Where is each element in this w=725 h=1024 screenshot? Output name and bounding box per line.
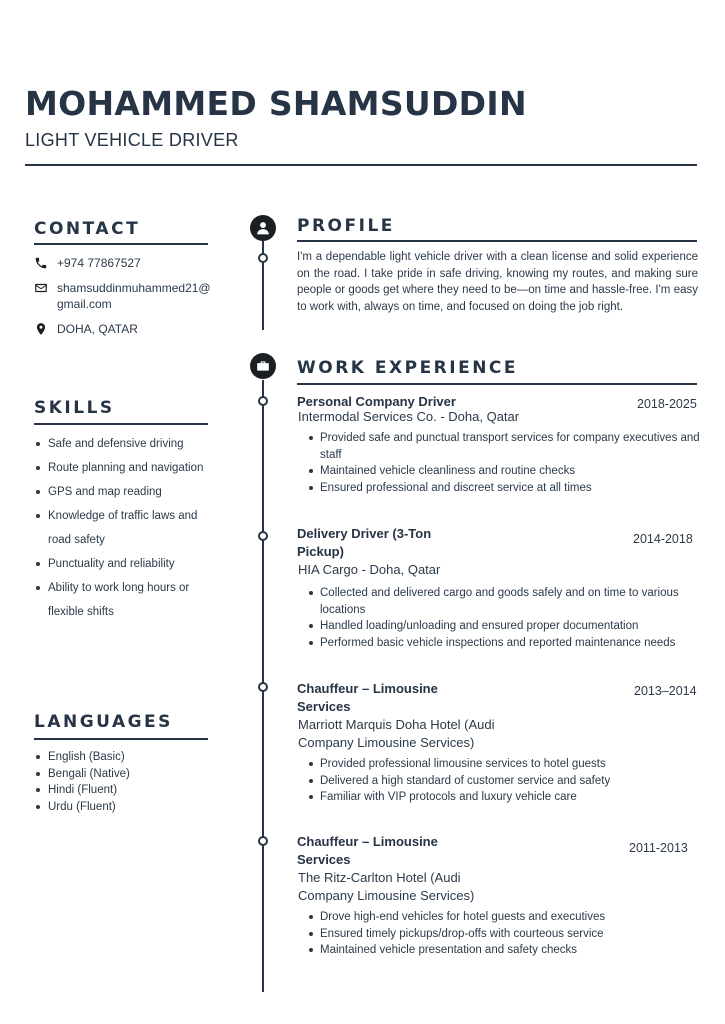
profile-marker [250, 215, 276, 241]
header-divider [25, 164, 697, 166]
location-text: DOHA, QATAR [57, 322, 138, 336]
briefcase-icon [256, 359, 270, 373]
languages-heading: LANGUAGES [34, 712, 173, 732]
phone-icon [34, 256, 48, 270]
job-bullet: Maintained vehicle cleanliness and routine checks [306, 463, 701, 480]
language-item: English (Basic) [34, 749, 214, 766]
email-text-line2: gmail.com [57, 297, 112, 311]
person-icon [256, 221, 270, 235]
languages-list [34, 749, 214, 815]
skill-item: Route planning and navigation [34, 456, 214, 480]
job-dates: 2018-2025 [637, 397, 697, 411]
job-bullets [306, 585, 701, 651]
candidate-name: MOHAMMED SHAMSUDDIN [25, 84, 527, 123]
job-bullet: Collected and delivered cargo and goods safely and on time to various locations [306, 585, 701, 618]
job-bullets [306, 756, 701, 806]
contact-location [34, 321, 138, 337]
job-bullet: Familiar with VIP protocols and luxury vehicle care [306, 789, 701, 806]
job-bullet: Ensured timely pickups/drop-offs with courteous service [306, 926, 701, 943]
skill-item: GPS and map reading [34, 480, 214, 504]
job-bullet: Performed basic vehicle inspections and reported maintenance needs [306, 635, 701, 652]
job-bullet: Ensured professional and discreet service at all times [306, 480, 701, 497]
job-company: HIA Cargo - Doha, Qatar [298, 562, 441, 577]
job-company: Intermodal Services Co. - Doha, Qatar [298, 409, 520, 424]
job-bullet: Drove high-end vehicles for hotel guests and executives [306, 909, 701, 926]
job-dates: 2011-2013 [629, 841, 688, 855]
timeline-dot [258, 531, 268, 541]
job-company: The Ritz-Carlton Hotel (Audi Company Limousine Services) [298, 870, 475, 903]
timeline-dot [258, 253, 268, 263]
profile-heading: PROFILE [297, 216, 395, 236]
skill-item: Knowledge of traffic laws and road safety [34, 504, 214, 552]
job-bullets [306, 909, 701, 959]
job-bullet: Maintained vehicle presentation and safety checks [306, 942, 701, 959]
contact-rule [34, 243, 208, 245]
contact-heading: CONTACT [34, 219, 141, 239]
job-bullet: Delivered a high standard of customer service and safety [306, 773, 701, 790]
email-text-line1: shamsuddinmuhammed21@ [57, 281, 211, 295]
job-title: Personal Company Driver [297, 394, 456, 409]
experience-rule [297, 383, 697, 385]
contact-phone [34, 255, 141, 271]
job-dates: 2014-2018 [633, 532, 693, 546]
skills-list [34, 432, 214, 624]
timeline-dot [258, 396, 268, 406]
language-item: Hindi (Fluent) [34, 782, 214, 799]
phone-text: +974 77867527 [57, 256, 141, 270]
languages-rule [34, 738, 208, 740]
language-item: Bengali (Native) [34, 766, 214, 783]
job-bullet: Handled loading/unloading and ensured proper documentation [306, 618, 701, 635]
profile-summary: I'm a dependable light vehicle driver with a clean license and solid experience on the road. I take pride in safe driving, knowing my routes, and making sure people or goods get where they need to be—on time and hassle-free. I'm easy to work with, always on time, and focused on doing the job right. [297, 251, 698, 313]
location-pin-icon [34, 322, 48, 336]
language-item: Urdu (Fluent) [34, 799, 214, 816]
job-title: Chauffeur – Limousine Services [297, 834, 438, 867]
skill-item: Punctuality and reliability [34, 552, 214, 576]
timeline-dot [258, 836, 268, 846]
email-icon [34, 281, 48, 295]
job-title: Delivery Driver (3-Ton Pickup) [297, 526, 432, 559]
skills-heading: SKILLS [34, 398, 115, 418]
job-bullets [306, 430, 701, 496]
job-company: Marriott Marquis Doha Hotel (Audi Company Limousine Services) [298, 717, 495, 750]
job-dates: 2013–2014 [634, 684, 697, 698]
skill-item: Ability to work long hours or flexible shifts [34, 576, 214, 624]
skill-item: Safe and defensive driving [34, 432, 214, 456]
job-bullet: Provided safe and punctual transport services for company executives and staff [306, 430, 701, 463]
job-title-header: LIGHT VEHICLE DRIVER [25, 130, 239, 150]
skills-rule [34, 423, 208, 425]
job-bullet: Provided professional limousine services to hotel guests [306, 756, 701, 773]
experience-heading: WORK EXPERIENCE [297, 358, 519, 378]
timeline-dot [258, 682, 268, 692]
profile-rule [297, 240, 697, 242]
contact-email [34, 280, 211, 312]
experience-marker [250, 353, 276, 379]
job-title: Chauffeur – Limousine Services [297, 681, 438, 714]
